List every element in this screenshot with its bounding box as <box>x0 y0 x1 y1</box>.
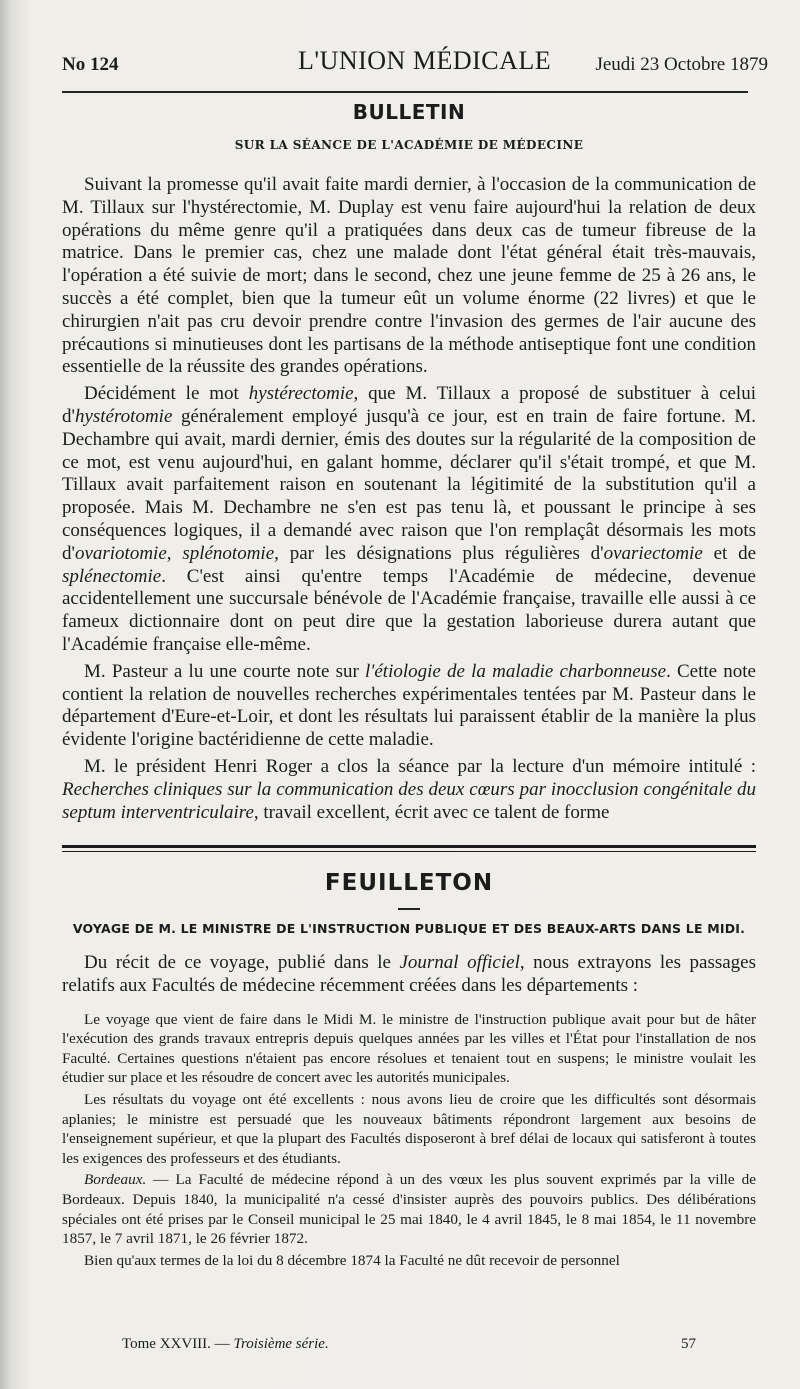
feuilleton-paragraph: Les résultats du voyage ont été excellents : nous avons lieu de croire que les difficultés sont désormais aplanies; le ministre est persuadé que les nouveaux bâtiments répondront largement aux besoins de l'enseignement supérieur, et que la plupart des Facultés disposeront à bref délai de locaux qui satisferont à toutes les exigences des professeurs et des étudiants. <box>62 1090 756 1167</box>
text-run: généralement employé jusqu'à ce jour, est en train de faire fortune. M. Dechambre qui avait, mardi dernier, émis des doutes sur la régularité de la composition de ce mot, est venu aujourd'hui, en galant homme, déclarer qu'il s'était trompé, et que M. Tillaux avait parfaitement raison en soutenant la légitimité de la substitution qu'il a proposée. Mais M. Dechambre ne s'en est pas tenu là, et poussant le principe à ses conséquences logiques, il a demandé avec raison que l'on remplaçât désormais les mots d' <box>62 405 756 564</box>
text-run: , travail excellent, écrit avec ce talent de forme <box>253 801 610 823</box>
italic-term: ovariotomie <box>74 542 167 564</box>
volume-info <box>122 1336 329 1353</box>
feuilleton-paragraph <box>62 1170 756 1248</box>
bulletin-section <box>62 100 756 824</box>
text-run: et de <box>702 542 757 564</box>
text-run: M. le président Henri Roger a clos la séance par la lecture d'un mémoire intitulé : <box>84 755 756 777</box>
journal-title: L'UNION MÉDICALE <box>298 46 552 75</box>
bulletin-paragraph <box>62 756 756 824</box>
text-run: , que M. Tillaux a proposé de substituer à celui d' <box>62 383 756 427</box>
text-run: Décidément le mot <box>84 383 249 405</box>
bulletin-paragraph <box>62 661 756 752</box>
bulletin-paragraph <box>62 383 756 657</box>
italic-term: l'étiologie de la maladie charbonneuse <box>365 660 667 682</box>
italic-term: hystérectomie <box>248 383 354 405</box>
section-divider <box>62 845 756 852</box>
text-run: M. Pasteur a lu une courte note sur <box>84 660 366 682</box>
issue-number: No 124 <box>62 54 119 75</box>
text-run: , nous extrayons les passages relatifs aux Facultés de médecine récemment créées dans les départements : <box>62 952 756 996</box>
issue-date: Jeudi 23 Octobre 1879 <box>595 54 768 75</box>
bulletin-subtitle: SUR LA SÉANCE DE L'ACADÉMIE DE MÉDECINE <box>234 138 584 152</box>
text-run: . Cette note contient la relation de nouvelles recherches expérimentales tentées par M. Pasteur dans le département d'Eure-et-Loir, et dont les résultats lui paraissent établir de la manière la plus évidente l'origine bactéridienne de cette maladie. <box>62 660 756 751</box>
page-number: 57 <box>681 1336 696 1352</box>
italic-term: splénectomie <box>62 565 162 587</box>
italic-term: Recherches cliniques sur la communication des deux cœurs par inocclusion congénitale du septum interventriculaire <box>62 778 756 823</box>
italic-term: ovariectomie <box>603 542 703 564</box>
page-footer <box>122 1336 702 1358</box>
page-header <box>62 46 768 86</box>
italic-term: splénotomie <box>182 542 275 564</box>
volume-label: Tome XXVIII. — <box>122 1336 234 1352</box>
title-rule <box>398 908 420 910</box>
feuilleton-section <box>62 870 756 1270</box>
feuilleton-title: FEUILLETON <box>324 870 494 896</box>
text-run: , par les désignations plus régulières d' <box>274 542 604 564</box>
series-label: Troisième série. <box>233 1336 329 1352</box>
feuilleton-paragraph: Le voyage que vient de faire dans le Midi M. le ministre de l'instruction publique avait pour but de hâter l'exécution des grands travaux entrepris depuis quelques années par les villes et l'État pour l'installation de nos Faculté. Certaines questions n'étaient pas encore résolues et tenaient tout en suspens; le ministre voulait les étudier sur place et les résoudre de concert avec les autorités municipales. <box>62 1010 756 1087</box>
feuilleton-intro <box>62 952 756 998</box>
text-run: — La Faculté de médecine répond à un des vœux les plus souvent exprimés par la ville de Bordeaux. Depuis 1840, la municipalité n'a cessé d'insister auprès des pouvoirs publics. Des délibérations spéciales ont été prises par le Conseil municipal le 25 mai 1840, le 4 avril 1845, le 8 mai 1854, le 11 novembre 1857, le 7 avril 1871, le 26 février 1872. <box>62 1171 756 1248</box>
bulletin-title: BULLETIN <box>352 100 466 124</box>
feuilleton-paragraph: Bien qu'aux termes de la loi du 8 décembre 1874 la Faculté ne dût recevoir de personnel <box>84 1251 620 1269</box>
header-rule <box>62 91 748 93</box>
text-run: . C'est ainsi qu'entre temps l'Académie de médecine, devenue accidentellement une succursale bénévole de l'Académie française, travaille elle aussi à ce fameux dictionnaire dont on peut dire que la gestation laborieuse durera autant que l'Académie française elle-même. <box>62 565 756 655</box>
italic-term: Journal officiel <box>399 952 520 973</box>
bulletin-paragraph: Suivant la promesse qu'il avait faite mardi dernier, à l'occasion de la communication de M. Tillaux sur l'hystérectomie, M. Duplay est venu faire aujourd'hui la relation de deux opérations du même genre qu'il a pratiquées dans deux cas de tumeur fibreuse de la matrice. Dans le premier cas, chez une malade dont l'état général était très-mauvais, l'opération a été suivie de mort; dans le second, chez une jeune femme de 25 à 26 ans, le succès a été complet, bien que la tumeur eût un volume énorme (22 livres) et que le chirurgien n'ait pas cru devoir prendre contre l'invasion des germes de l'air aucune des précautions si minutieuses dont les partisans de la méthode antiseptique font une condition essentielle de la réussite des grandes opérations. <box>62 174 756 378</box>
text-run: Du récit de ce voyage, publié dans le <box>84 952 400 973</box>
feuilleton-subtitle: VOYAGE DE M. LE MINISTRE DE L'INSTRUCTION PUBLIQUE ET DES BEAUX-ARTS DANS LE MIDI. <box>72 921 746 936</box>
italic-term: hystérotomie <box>74 405 173 427</box>
text-run: , <box>166 542 183 564</box>
italic-term: Bordeaux. <box>84 1171 147 1189</box>
